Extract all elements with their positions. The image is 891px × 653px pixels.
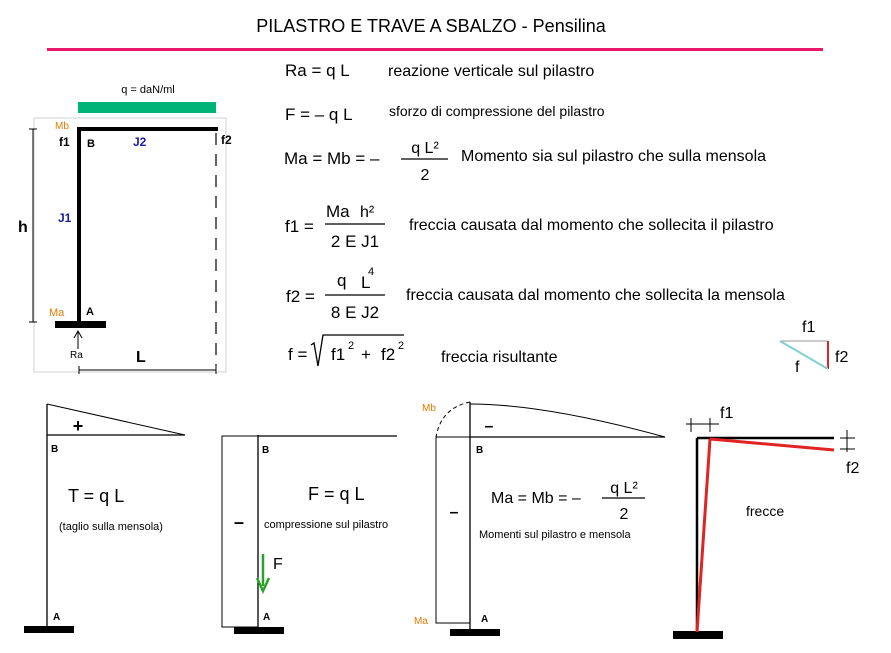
moment-sign-top: – (484, 418, 494, 435)
distributed-load (78, 102, 216, 113)
moment-formula-num: q L² (610, 480, 638, 497)
load-label: q = daN/ml (121, 84, 175, 96)
moment-node-arc (436, 402, 470, 437)
force-label: F (273, 556, 283, 573)
formula-f1-num-b: h² (360, 204, 375, 221)
panel-deflection-base (673, 631, 723, 639)
panel-axial-node-b: B (262, 445, 270, 456)
formula-ma-num: q L² (411, 140, 439, 157)
formula-fr-e2: 2 (398, 340, 405, 352)
deflection-triangle (780, 319, 848, 376)
shear-diagram (47, 404, 185, 435)
formula-f2-den: 8 E J2 (330, 303, 380, 322)
moment-note: Momenti sul pilastro e mensola (479, 529, 631, 541)
axial-note: compressione sul pilastro (264, 519, 389, 531)
panel-shear-node-a: A (53, 612, 61, 623)
formula-f2-num-a: q (337, 271, 347, 290)
deformed-beam (710, 439, 834, 450)
panel-moment-base (450, 629, 500, 636)
triangle-f-label: f (795, 359, 800, 376)
shear-note: (taglio sulla mensola) (59, 521, 163, 533)
formula-f-desc: sforzo di compressione del pilastro (389, 103, 605, 119)
formula-f2: f2 = (286, 287, 315, 306)
page-title: PILASTRO E TRAVE A SBALZO - Pensilina (256, 16, 606, 36)
panel-axial (222, 435, 397, 634)
l-label: L (136, 349, 146, 366)
formula-ma-den: 2 (420, 167, 430, 184)
formula-f1-den: 2 E J1 (330, 232, 380, 251)
triangle-f1-label: f1 (802, 319, 816, 336)
ma-label: Ma (49, 307, 65, 319)
beam-moment-curve (470, 404, 665, 437)
panel-shear-node-b: B (51, 444, 59, 455)
frame-scheme (18, 84, 232, 374)
node-a-label: A (86, 306, 94, 318)
moment-formula: Ma = Mb = – (491, 490, 581, 507)
scheme-border (34, 118, 226, 372)
formula-ra-desc: reazione verticale sul pilastro (388, 63, 595, 80)
moment-sign-left: – (449, 504, 459, 521)
formula-f1-num-a: Ma (326, 202, 350, 221)
formula-fr-desc: freccia risultante (441, 349, 558, 366)
formula-fr-t2: f2 (381, 345, 396, 364)
panel-deflection-f1: f1 (720, 405, 734, 422)
formulas (284, 61, 785, 366)
formula-ra: Ra = q L (285, 61, 350, 80)
deflection-label: frecce (746, 503, 785, 519)
shear-sign: + (72, 416, 84, 436)
moment-formula-den: 2 (619, 506, 629, 523)
panel-deflection (673, 405, 859, 639)
formula-ma: Ma = Mb = – (284, 149, 380, 168)
formula-fr-t1: f1 (331, 345, 346, 364)
column-moment-diagram (436, 437, 470, 623)
mb-label: Mb (55, 121, 69, 132)
formula-fr: f = (288, 345, 308, 364)
axial-formula: F = q L (308, 484, 365, 504)
panel-moment (414, 402, 665, 636)
title-rule (47, 48, 823, 51)
h-label: h (18, 219, 28, 236)
formula-fr-plus: + (361, 345, 371, 364)
node-b-label: B (87, 138, 95, 150)
panel-deflection-f2: f2 (846, 460, 860, 477)
triangle-f2-label: f2 (835, 349, 849, 366)
formula-f1: f1 = (285, 217, 314, 236)
formula-f1-desc: freccia causata dal momento che sollecita il pilastro (409, 217, 774, 234)
f2-label: f2 (221, 133, 232, 147)
ra-label: Ra (70, 350, 83, 361)
axial-sign: – (233, 512, 245, 532)
panel-moment-mb: Mb (422, 403, 436, 414)
j1-label: J1 (58, 211, 72, 225)
formula-f2-num-exp: 4 (368, 266, 375, 278)
triangle-hypotenuse (780, 341, 828, 369)
panel-shear-base (24, 626, 74, 633)
formula-ma-desc: Momento sia sul pilastro che sulla mensola (461, 148, 767, 165)
j2-label: J2 (133, 135, 147, 149)
support-base (55, 321, 106, 328)
panel-axial-base (234, 627, 284, 634)
panel-shear (24, 404, 185, 633)
formula-fr-e1: 2 (348, 340, 355, 352)
formula-f2-num-b: L (361, 273, 371, 292)
panel-moment-node-a: A (481, 614, 489, 625)
f1-label: f1 (59, 135, 70, 149)
formula-f: F = – q L (285, 105, 353, 124)
panel-moment-ma: Ma (414, 616, 428, 627)
formula-f2-desc: freccia causata dal momento che sollecita la mensola (406, 287, 785, 304)
panel-moment-node-b: B (476, 445, 484, 456)
shear-formula: T = q L (68, 486, 125, 506)
panel-axial-node-a: A (263, 612, 271, 623)
deformed-column (697, 439, 710, 632)
